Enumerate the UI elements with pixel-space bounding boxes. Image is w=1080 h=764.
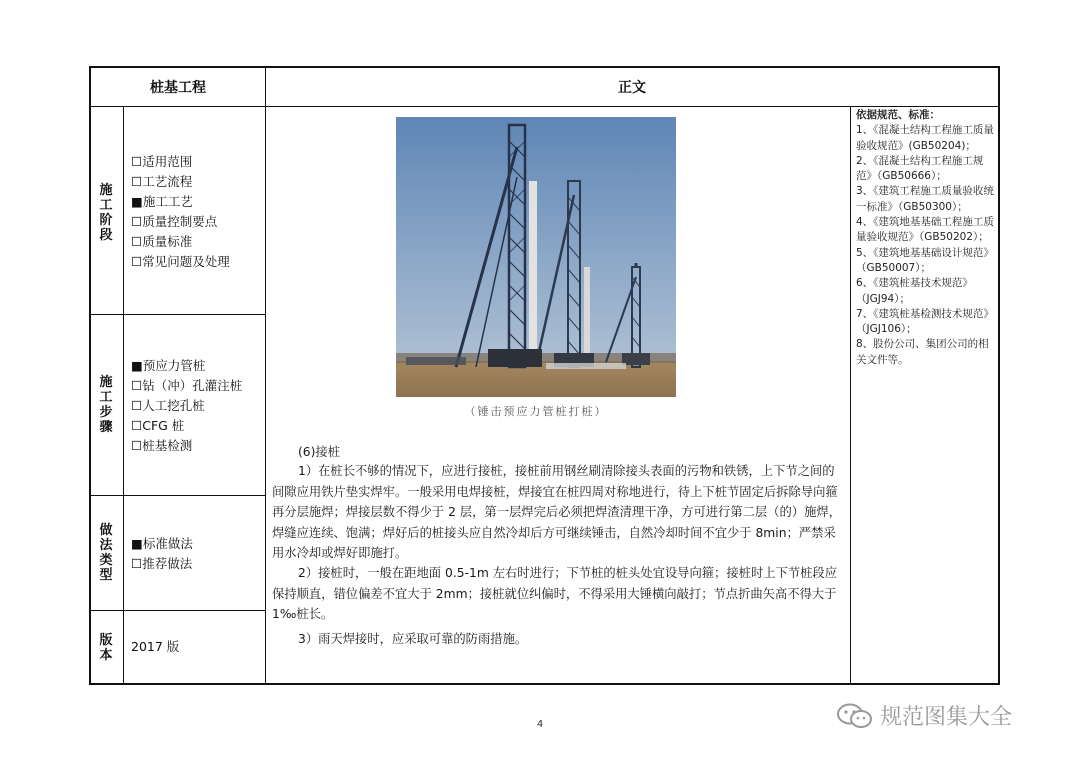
option-pile-testing[interactable]: ☐桩基检测 xyxy=(131,438,193,453)
reference-item: 3、《建筑工程施工质量验收统一标准》（GB50300）； xyxy=(856,185,994,213)
option-bored-pile[interactable]: ☐钻（冲）孔灌注桩 xyxy=(131,378,243,393)
watermark-text: 规范图集大全 xyxy=(880,705,1013,730)
steps-options xyxy=(131,356,242,456)
option-quality-control-points[interactable]: ☐质量控制要点 xyxy=(131,214,218,229)
section-heading: (6)接桩 xyxy=(298,445,341,459)
version-value: 2017 版 xyxy=(131,639,180,654)
reference-item: 7、《建筑桩基检测技术规范》（JGJ106）； xyxy=(856,307,994,336)
header-divider xyxy=(89,106,1000,107)
method-options xyxy=(131,534,193,574)
option-recommended-method[interactable]: ☐推荐做法 xyxy=(131,556,193,571)
option-prestressed-pipe-pile[interactable]: ■预应力管桩 xyxy=(131,358,206,373)
table-border-bottom xyxy=(89,683,1000,685)
references-title: 依据规范、标准： xyxy=(856,109,940,121)
pile-driver-illustration xyxy=(396,117,676,397)
main-column-header: 正文 xyxy=(618,80,646,96)
reference-item: 5、《建筑地基基础设计规范》（GB50007）； xyxy=(856,246,994,274)
option-standard-method[interactable]: ■标准做法 xyxy=(131,536,193,551)
option-construction-technique[interactable]: ■施工工艺 xyxy=(131,194,193,209)
reference-item: 1、《混凝土结构工程施工质量验收规范》(GB50204)； xyxy=(856,124,994,152)
paragraph-1: 1）在桩长不够的情况下，应进行接桩，接桩前用钢丝刷清除接头表面的污物和铁锈，上下节之间的间隙应用铁片垫实焊牢。一般采用电焊接桩，焊接宜在桩四周对称地进行，待上下桩节固定后拆除导向箍再分层施焊；焊接层数不得少于 2 层，第一层焊完后必须把焊渣清理干净，方可进行第二层（的）施焊，焊缝应连续、饱满；焊好后的桩接头应自然冷却后方可继续锤击，自然冷却时间不宜少于 8min；严禁采用水冷却或焊好即施打。 xyxy=(272,464,842,560)
paragraph-3: 3）雨天焊接时，应采取可靠的防雨措施。 xyxy=(298,632,528,646)
stage-options xyxy=(131,152,230,272)
row-divider-2 xyxy=(89,495,266,496)
col-divider-refs xyxy=(850,106,851,685)
option-common-issues[interactable]: ☐常见问题及处理 xyxy=(131,254,230,269)
reference-item: 6、《建筑桩基技术规范》（JGJ94）； xyxy=(856,277,973,305)
option-scope[interactable]: ☐适用范围 xyxy=(131,154,193,169)
paragraph-2: 2）接桩时，一般在距地面 0.5-1m 左右时进行；下节桩的桩头处宜设导向箍；接桩时上下节桩段应保持顺直，错位偏差不宜大于 2mm；接桩就位纠偏时，不得采用大锤横向敲打；节点折曲矢高不得大于 1‰桩长。 xyxy=(272,566,838,621)
left-column-header: 桩基工程 xyxy=(150,80,206,96)
option-manual-dug-pile[interactable]: ☐人工挖孔桩 xyxy=(131,398,205,413)
row-divider-3 xyxy=(89,610,266,611)
table-border-left xyxy=(89,66,91,685)
table-border-right xyxy=(998,66,1000,685)
section-label-steps: 施工步骤 xyxy=(99,375,113,435)
section-label-stage: 施工阶段 xyxy=(99,183,113,243)
col-divider-main xyxy=(265,66,266,685)
pile-driving-photo xyxy=(396,117,676,397)
option-process-flow[interactable]: ☐工艺流程 xyxy=(131,174,193,189)
reference-item: 2、《混凝土结构工程施工规范》（GB50666）； xyxy=(856,154,984,183)
references-panel xyxy=(856,108,994,368)
option-quality-standard[interactable]: ☐质量标准 xyxy=(131,234,193,249)
watermark xyxy=(836,700,1012,731)
wechat-icon xyxy=(836,702,874,730)
section-label-method-type: 做法类型 xyxy=(99,523,113,583)
table-border-top xyxy=(89,66,1000,68)
page-number: 4 xyxy=(536,719,544,730)
row-divider-1 xyxy=(89,314,266,315)
reference-item: 4、《建筑地基基础工程施工质量验收规范》（GB50202）； xyxy=(856,216,994,244)
photo-caption: （锤击预应力管桩打桩） xyxy=(464,405,608,418)
col-divider-label xyxy=(123,106,124,685)
section-label-version: 版本 xyxy=(99,633,113,663)
option-cfg-pile[interactable]: ☐CFG 桩 xyxy=(131,418,185,433)
reference-item: 8、股份公司、集团公司的相关文件等。 xyxy=(856,338,989,366)
